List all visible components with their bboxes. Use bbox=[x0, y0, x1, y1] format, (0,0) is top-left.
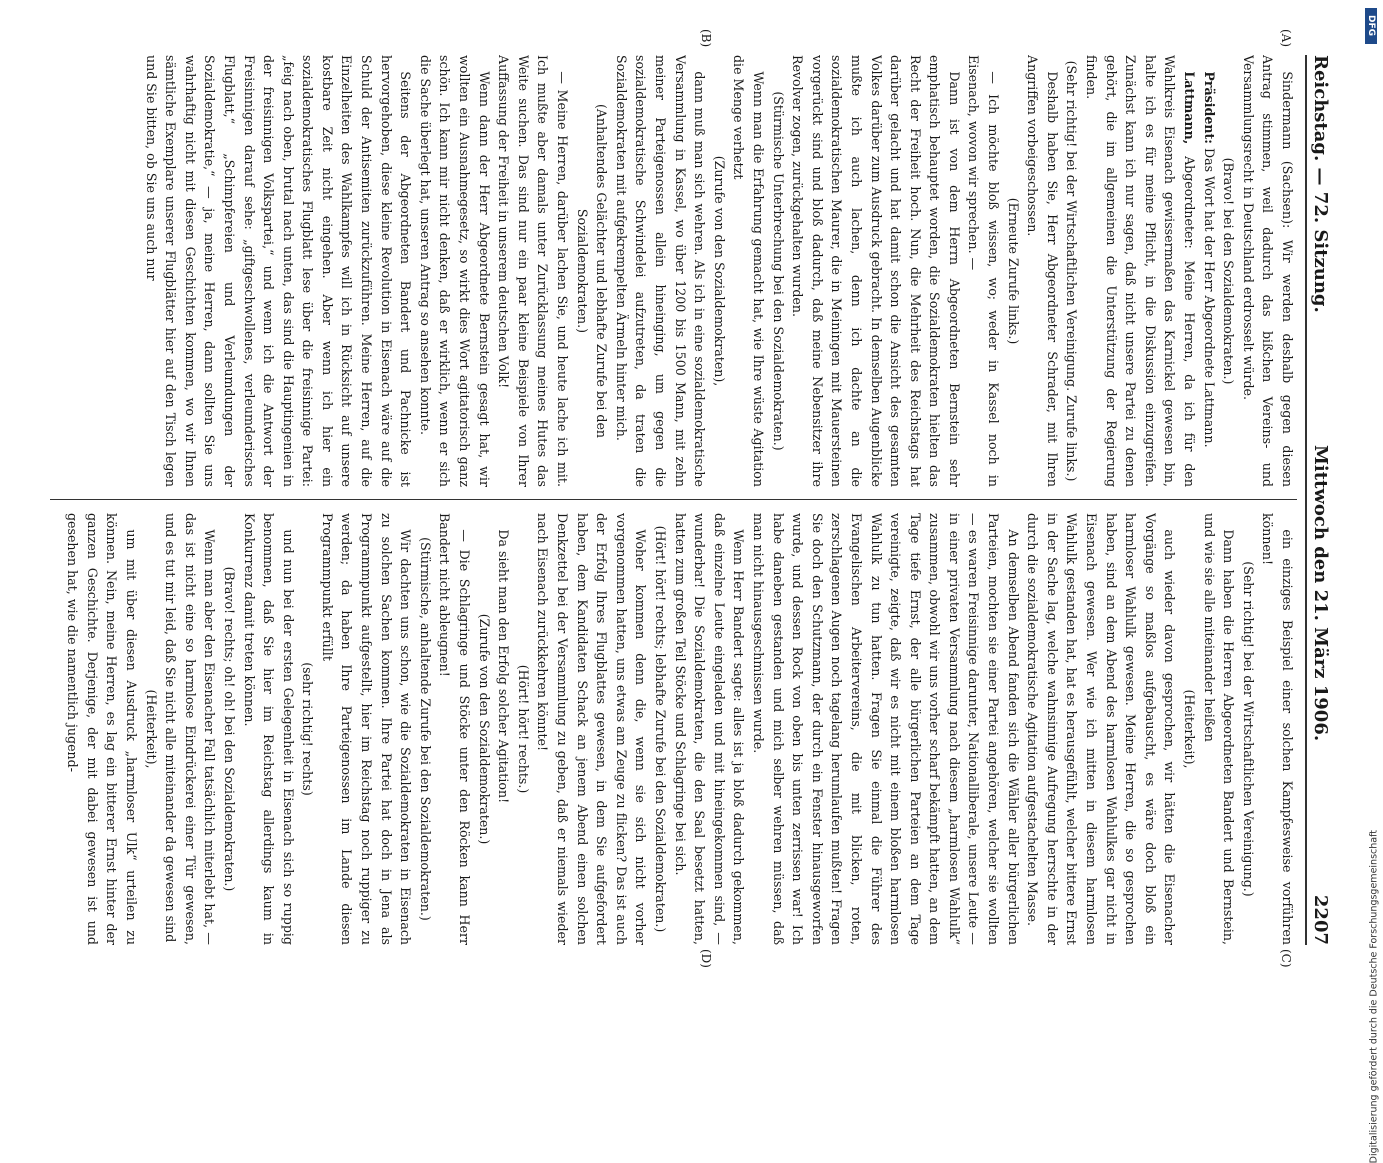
paragraph: Seitens der Abgeordneten Bandert und Pachnicke ist hervorgehoben, diese kleine Revolution in Eisenach wäre auf die Schuld der Antisemiten zurückzuführen. Meine Herren, auf die Einzelheiten des Wahlkampfes will ich in Rücksicht auf unsere kostbare Zeit nicht eingehen. Aber wenn ich hier ein sozialdemokratisches Flugblatt lese über die freisinnige Partei: „feig nach oben, brutal nach unten, das sind die Hauptingenien in der freisinnigen Volkspartei,“ und wenn ich die Antwort der Freisinnigen darauf sehe: „giftgeschwollenes, verleumderisches Flugblatt,“ „Schimpfereien und Verleumdungen der Sozialdemokratie,“ — ja, meine Herren, dann sollten Sie uns wahrhaftig nicht mit diesen Geschichten kommen, wo wir Ihnen sämtliche Exemplare unserer Flugblätter hier auf den Tisch legen und Sie bitten, ob Sie uns auch nur bbox=[143, 55, 414, 487]
margin-mark-d: (D) bbox=[699, 949, 713, 968]
paragraph: dann muß man sich wehren. Als ich in eine sozialdemokratische Versammlung in Kassel, wo über 1200 bis 1500 Mann, mit zehn meiner Parteigenossen allein hineinging, um gegen die sozialdemokratische Schwindelei aufzutreten, da traten die Sozialdemokraten mit aufgekrempelten Ärmeln hinter mich. bbox=[613, 55, 708, 487]
interjection: (Hört! hört! rechts.) bbox=[515, 664, 531, 794]
margin-mark-b: (B) bbox=[699, 29, 713, 48]
dfg-logo: DFG bbox=[1365, 8, 1377, 44]
paragraph: Wenn Herr Bandert sagte: alles ist ja bloß dadurch gekommen, daß einzelne Leute eingeladen und mit hineingekommen sind, — wunderbar! Die Sozialdemokraten, die den Saal besetzt hatten, hatten zum großen Teil Stöcke und Schlagringe bei sich. bbox=[672, 513, 747, 945]
paragraph: um mit über diesen Ausdruck „harmloser Ulk“ urteilen zu können. Nein, meine Herren, es lag ein bitterer Ernst hinter der ganzen Geschichte. Derjenige, der mit dabei gewesen ist und gesehen hat, wie die namentlich jugend- bbox=[65, 513, 139, 945]
interjection: (Erneute Zurufe links.) bbox=[1005, 197, 1021, 345]
paragraph: Deshalb haben Sie, Herr Abgeordneter Schrader, mit Ihren Angriffen vorbeigeschossen. bbox=[1025, 55, 1060, 487]
paragraph: Wenn man aber den Eisenacher Fall tatsächlich miterlebt hat, — das ist nicht eine so harmlose Eindrückerei einer Tür gewesen, und es tut mir leid, daß Sie nicht alle miteinander da gewesen sind bbox=[163, 513, 218, 945]
digitization-credit: Digitalisierung gefördert durch die Deutsche Forschungsgemeinschaft bbox=[1368, 830, 1379, 1163]
paragraph: ein einziges Beispiel einer solchen Kampfesweise vorführen können! bbox=[1260, 513, 1295, 945]
paragraph: Wenn man die Erfahrung gemacht hat, wie Ihre wüste Agitation die Menge verhetzt bbox=[731, 55, 766, 487]
interjection: (Heiterkeit), bbox=[143, 689, 159, 769]
column-divider bbox=[50, 499, 1297, 500]
paragraph: Wenn dann der Herr Abgeordnete Bernstein gesagt hat, wir wollten ein Ausnahmegesetz, so wirkt dies Wort agitatorisch ganz schön. Ich kann mir nicht denken, daß er wirklich, wenn er sich die Sache überlegt hat, unseren Antrag so ansehen konnte. bbox=[417, 55, 492, 487]
header-date: Mittwoch den 21. März 1906. bbox=[1310, 445, 1331, 742]
speaker-name: Lattmann, bbox=[1182, 71, 1198, 145]
margin-mark-c: (C) bbox=[1279, 949, 1293, 968]
paragraph: Wir dachten uns schon, wie die Sozialdemokraten in Eisenach zu solchen Sachen kommen. Ihre Partei hat doch in Jena als Programmpunkt aufgestellt, hier im Reichstag noch ruppiger zu werden; da haben Ihre Parteigenossen im Lande diesen Programmpunkt erfüllt bbox=[319, 513, 414, 945]
speaker-paragraph bbox=[1199, 55, 1219, 487]
interjection: (Hört! hört! rechts; lebhafte Zurufe bei den Sozialdemokraten.) bbox=[653, 525, 668, 933]
paragraph: Dann haben die Herren Abgeordneten Bandert und Bernstein, und wie sie alle miteinander heißen bbox=[1201, 513, 1237, 945]
paragraph: — Meine Herren, darüber lachen Sie, und heute lache ich mit. Ich mußte aber damals unter Zurücklassung meines Hutes das Weite suchen. Das sind nur ein paar kleine Beispiele von Ihrer Auffassung der Freiheit in unserem deutschen Volk! bbox=[496, 55, 571, 487]
interjection: (Sehr richtig! bei der Wirtschaftlichen Vereinigung.) bbox=[1240, 561, 1256, 897]
page-header bbox=[1305, 55, 1333, 945]
header-session: Reichstag. — 72. Sitzung. bbox=[1310, 55, 1331, 313]
margin-mark-a: (A) bbox=[1279, 29, 1293, 48]
paragraph: Woher kommen denn die, wenn sie sich nicht vorher vorgenommen hatten, uns etwas am Zeuge zu flicken? Das ist auch der Erfolg Ihres Flugblattes gewesen, in dem Sie aufgefordert haben, dem Kandidaten Schack an jenem Abend einen solchen Denkzettel bei der Versammlung zu geben, daß er niemals wieder nach Eisenach zurückkehren könnte! bbox=[535, 513, 649, 945]
paragraph: auch wieder davon gesprochen, wir hätten die Eisenacher Vorgänge so maßlos aufgebauscht, es wäre doch bloß ein harmloser Wahlulk gewesen. Meine Herren, die so gesprochen haben, sind an dem Abend des harmlosen Wahlulkes gar nicht in Eisenach gewesen. Wer wie ich mitten in diesem harmlosen Wahlulk gestanden hat, hat es herausgefühlt, welcher bittere Ernst in der Sache lag, welche wahnsinnige Aufregung herrschte in der durch die sozialdemokratische Agitation aufgestachelten Masse. bbox=[1025, 513, 1178, 945]
interjection: (Stürmische, anhaltende Zurufe bei den Sozialdemokraten.) bbox=[417, 537, 433, 921]
interjection: (Bravo! bei den Sozialdemokraten.) bbox=[1221, 157, 1237, 385]
speech-text: Das Wort hat der Herr Abgeordnete Lattmann. bbox=[1201, 147, 1217, 448]
interjection: (Stürmische Unterbrechung bei den Sozialdemokraten.) bbox=[770, 91, 786, 451]
rotated-page-content bbox=[50, 29, 1333, 968]
paragraph: — Die Schlagringe und Stöcke unter den Röcken kann Herr Bandert nicht ableugnen! bbox=[437, 513, 473, 945]
interjection: (Heiterkeit), bbox=[1182, 689, 1198, 769]
interjection: (Zurufe von den Sozialdemokraten), bbox=[711, 155, 727, 387]
speaker-name: Präsident: bbox=[1201, 71, 1217, 144]
interjection: (Bravo! rechts; oh! oh! bei den Sozialdemokraten.) bbox=[221, 566, 237, 892]
document-page bbox=[50, 29, 1333, 968]
paragraph: und nun bei der ersten Gelegenheit in Eisenach sich so ruppig benommen, daß Sie hier im Reichstag allerdings kaum in Konkurrenz damit treten können. bbox=[241, 513, 296, 945]
paragraph: — Ich möchte bloß wissen, wo; weder in Kassel noch in Eisenach, wovon wir sprechen. — bbox=[966, 55, 1002, 487]
paragraph: Dann ist von dem Herrn Abgeordneten Bernstein sehr emphatisch behauptet worden, die Sozialdemokraten hielten das Recht der Freiheit hoch. Nun, die Mehrheit des Reichstags hat darüber gelacht und hat damit schon die Ansicht des gesamten Volkes darüber zum Ausdruck gebracht. In demselben Augenblicke mußte ich auch lachen, denn ich dachte an die sozialdemokratischen Maurer, die in Meiningen mit Mauersteinen vorgerückt sind und bloß dadurch, daß meine Nebensitzer ihre Revolver zogen, zurückgehalten wurden. bbox=[790, 55, 962, 487]
paragraph: Sindermann (Sachsen): Wir werden deshalb gegen diesen Antrag stimmen, weil dadurch das bißchen Vereins- und Versammlungsrecht in Deutschland erdrosselt würde. bbox=[1240, 55, 1295, 487]
interjection: (sehr richtig! rechts) bbox=[300, 662, 316, 796]
text-column-left bbox=[50, 55, 1297, 487]
interjection: (Sehr richtig! bei der Wirtschaftlichen Vereinigung. Zurufe links.) bbox=[1064, 60, 1080, 482]
paragraph: Da sieht man den Erfolg solcher Agitation! bbox=[496, 529, 512, 804]
interjection: (Anhaltendes Gelächter und lebhafte Zurufe bei den Sozialdemokraten.) bbox=[574, 103, 610, 439]
interjection: (Zurufe von den Sozialdemokraten.) bbox=[476, 613, 492, 845]
speaker-paragraph bbox=[1081, 55, 1199, 487]
paragraph: An demselben Abend fanden sich die Wähler aller bürgerlichen Parteien, mochten sie einer Partei angehören, welcher sie wollten — es waren Freisinnige darunter, Nationalliberale, unsere Leute — in einer privaten Versammlung nach diesem „harmlosen Wahlulk“ zusammen, obwohl wir uns vorher scharf bekämpft hatten, an dem Tage tiefe Ernst, der alle bürgerlichen Parteien an dem Tage vereinigte, zeigte, daß wir es nicht mit einem bloßen harmlosen Wahlulk zu tun hatten. Fragen Sie einmal die Führer des Evangelischen Arbeitervereins, die mit blicken, roten, zerschlagenen Augen noch tagelang herumlaufen mußten! Fragen Sie doch den Schutzmann, der durch ein Fenster hinausgeworfen wurde, und dessen Rock von oben bis unten zerrissen war! Ich habe daneben gestanden und mich selber wehren müssen, daß man nicht hinausgeschmissen wurde. bbox=[750, 513, 1021, 945]
text-column-right bbox=[50, 513, 1297, 945]
page-number: 2207 bbox=[1310, 894, 1331, 945]
speech-text: Abgeordneter: Meine Herren, da ich für den Wahlkreis Eisenach gewissermaßen das Karnickel gewesen bin, halte ich es für meine Pflicht, in die Diskussion einzugreifen. Zunächst kann ich nur sagen, daß nicht unsere Partei zu denen gehört, die im allgemeinen die Unterstützung der Regierung finden. bbox=[1084, 55, 1198, 487]
